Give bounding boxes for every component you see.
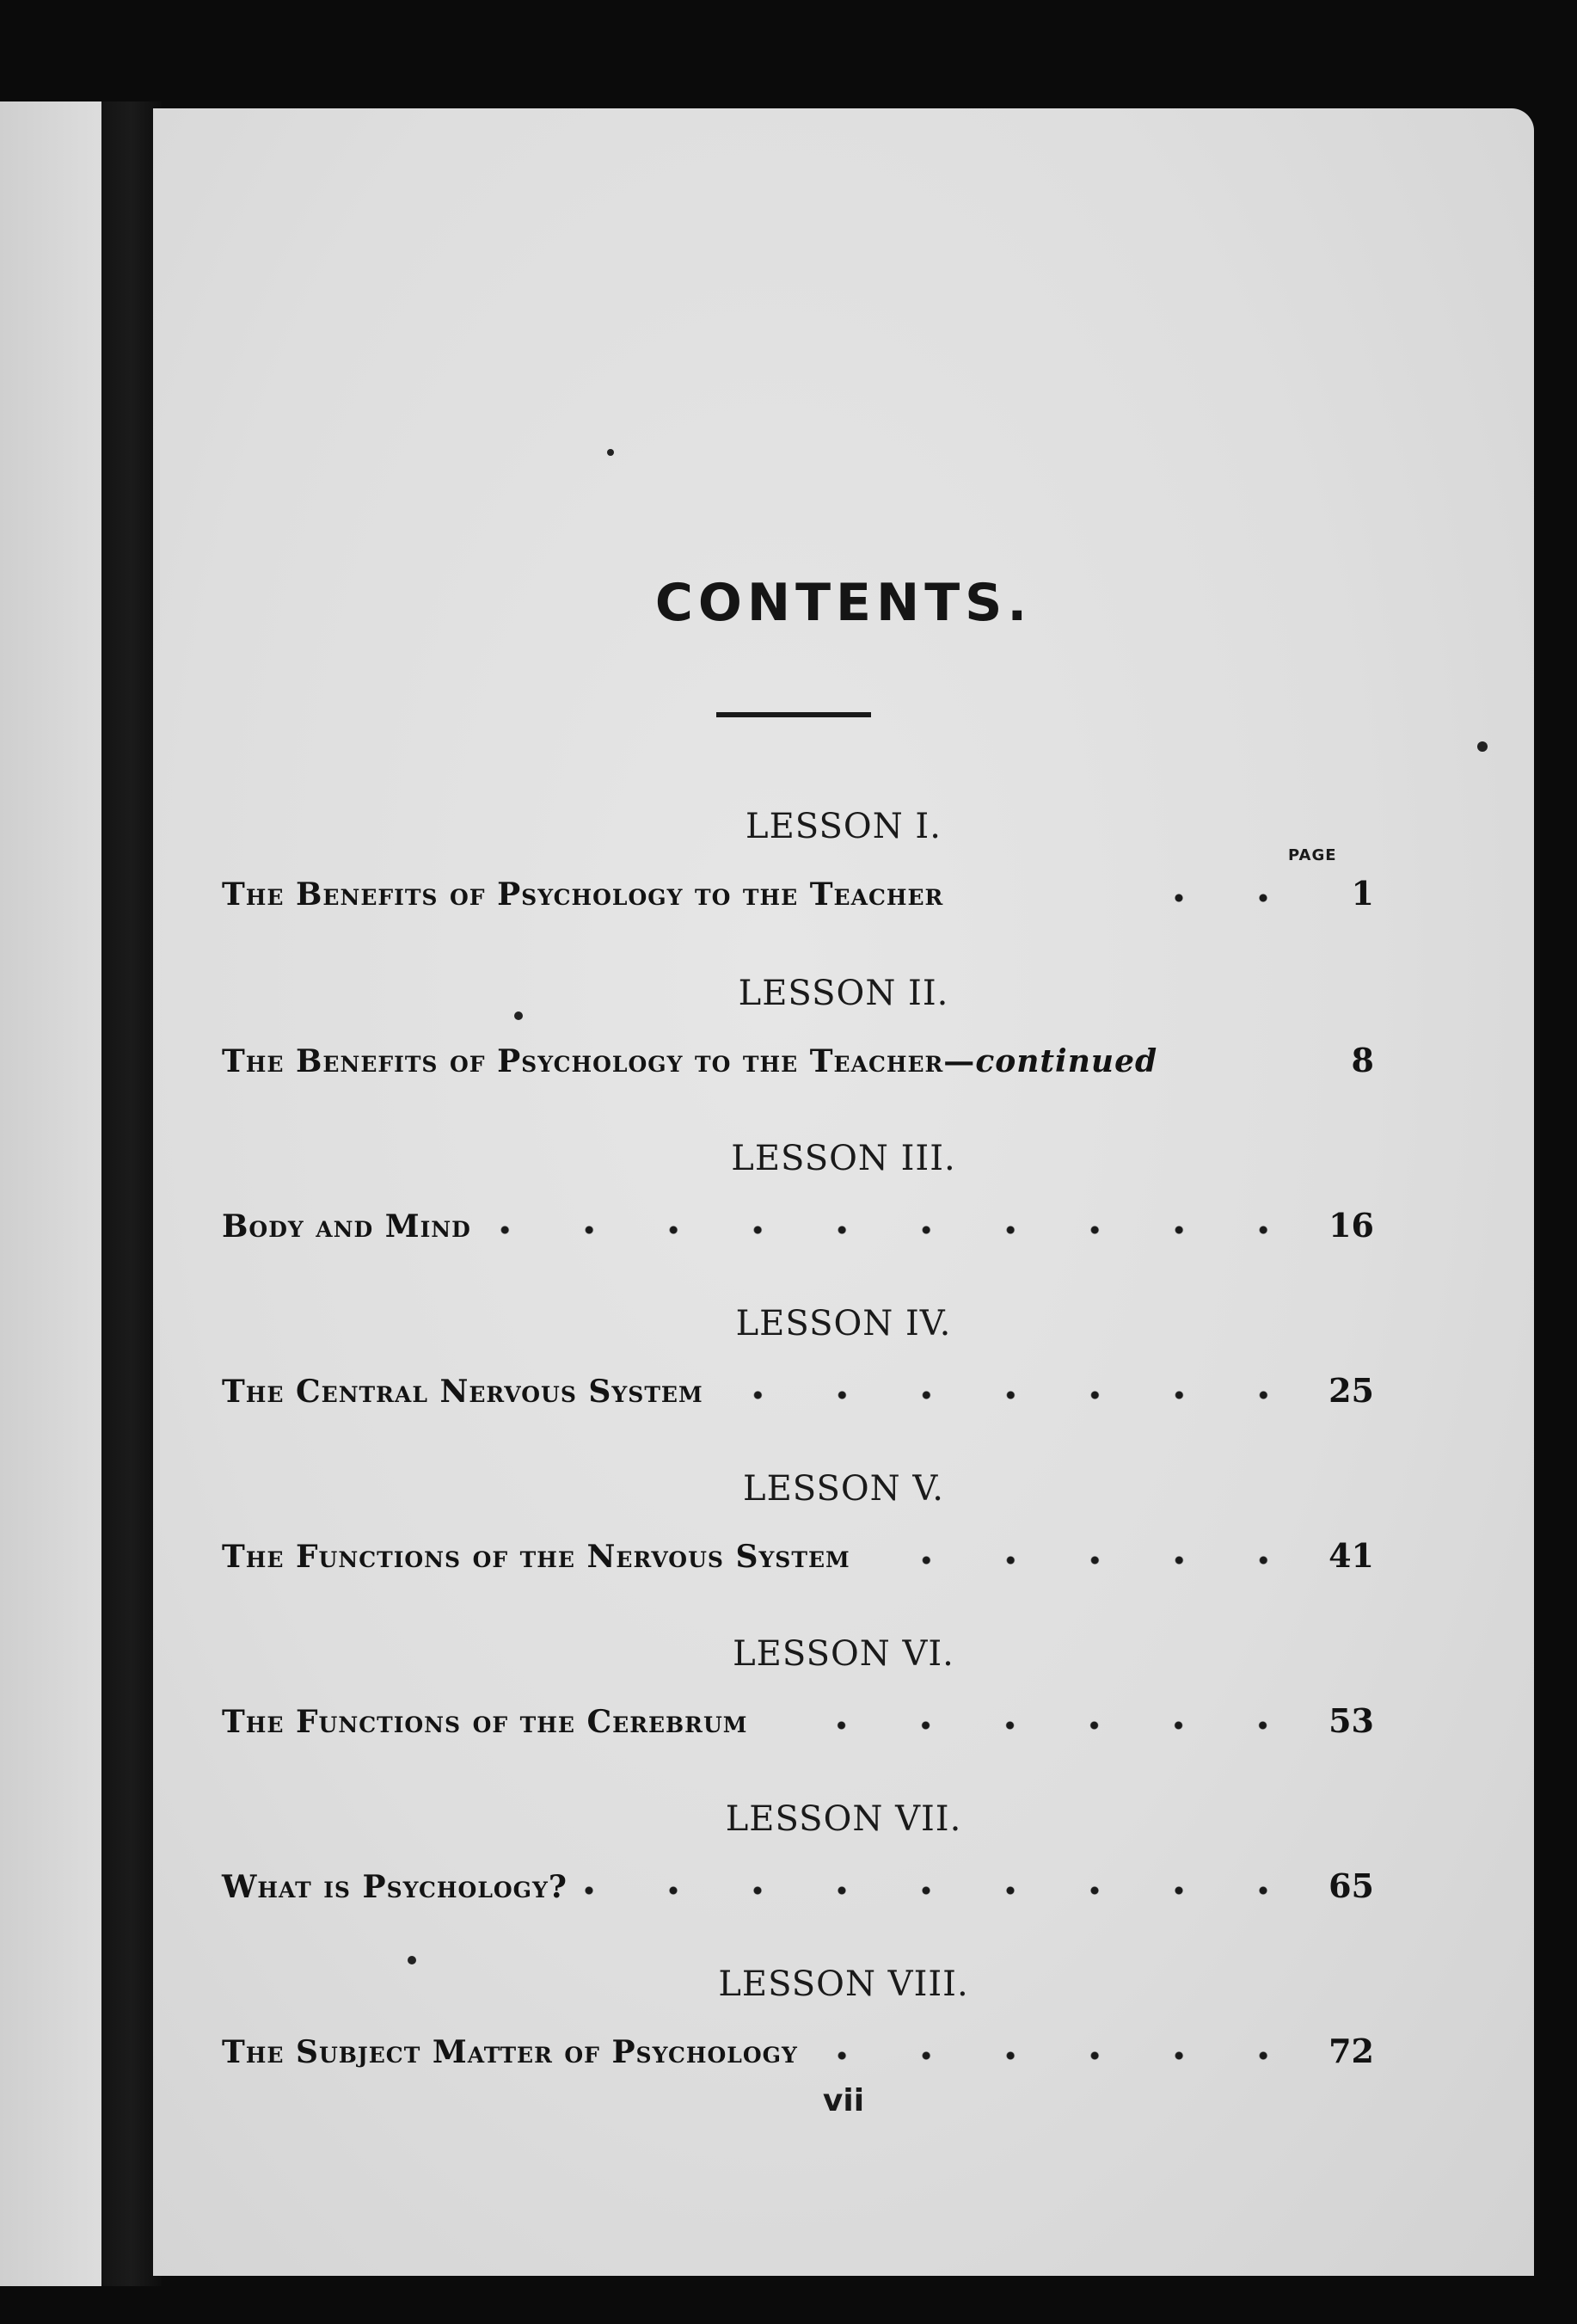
entry-page-number: 53 [1328, 1701, 1374, 1740]
entry-page-number: 65 [1328, 1866, 1374, 1905]
entry-page-number: 72 [1328, 2032, 1374, 2070]
entry-page-number: 41 [1328, 1536, 1374, 1575]
toc-entry[interactable] [222, 1536, 1374, 1584]
lesson-heading: LESSON II. [738, 974, 949, 1013]
entry-title: Body and Mind [222, 1208, 471, 1245]
page-column-label: PAGE [1288, 846, 1337, 864]
entry-title: The Subject Matter of Psychology [222, 2034, 798, 2070]
lesson-heading: LESSON VII. [725, 1799, 962, 1839]
entry-title: The Benefits of Psychology to the Teacher [222, 876, 944, 913]
speck [1477, 741, 1488, 752]
lesson-heading: LESSON IV. [735, 1304, 952, 1343]
lesson-heading: LESSON I. [746, 807, 942, 846]
dot-leader [721, 1391, 1305, 1399]
entry-title: What is Psychology? [222, 1869, 568, 1905]
dot-leader [585, 1886, 1305, 1895]
dot-leader [488, 1226, 1305, 1234]
speck [607, 449, 614, 456]
toc-entry[interactable] [222, 874, 1374, 922]
entry-page-number: 25 [1328, 1371, 1374, 1410]
entry-page-number: 1 [1351, 874, 1374, 913]
speck [408, 1956, 416, 1964]
contents-page [153, 108, 1534, 2276]
entry-page-number: 16 [1328, 1206, 1374, 1245]
toc-entry[interactable] [222, 1701, 1374, 1749]
toc-entry[interactable] [222, 1866, 1374, 1915]
lesson-heading: LESSON VIII. [718, 1964, 969, 2004]
toc-entry[interactable] [222, 2032, 1374, 2080]
entry-title: The Functions of the Cerebrum [222, 1704, 748, 1740]
heading-rule [716, 712, 871, 717]
toc-entry[interactable] [222, 1371, 1374, 1419]
entry-title [222, 1043, 1157, 1079]
contents-heading: CONTENTS. [654, 573, 1033, 633]
continued-label: continued [975, 1043, 1158, 1079]
dot-leader [1168, 894, 1305, 902]
dot-leader [815, 2051, 1305, 2060]
lesson-heading: LESSON V. [743, 1469, 944, 1509]
entry-title: The Functions of the Nervous System [222, 1539, 850, 1575]
toc-entry[interactable] [222, 1041, 1374, 1089]
toc-entry[interactable] [222, 1206, 1374, 1254]
lesson-heading: LESSON VI. [733, 1634, 954, 1674]
entry-title-text: The Benefits of Psychology to the Teacher— [222, 1043, 976, 1079]
entry-page-number: 8 [1351, 1041, 1374, 1079]
entry-title: The Central Nervous System [222, 1374, 703, 1410]
page-folio: vii [822, 2083, 865, 2118]
dot-leader [868, 1556, 1305, 1565]
dot-leader [764, 1721, 1305, 1730]
lesson-heading: LESSON III. [731, 1139, 956, 1178]
